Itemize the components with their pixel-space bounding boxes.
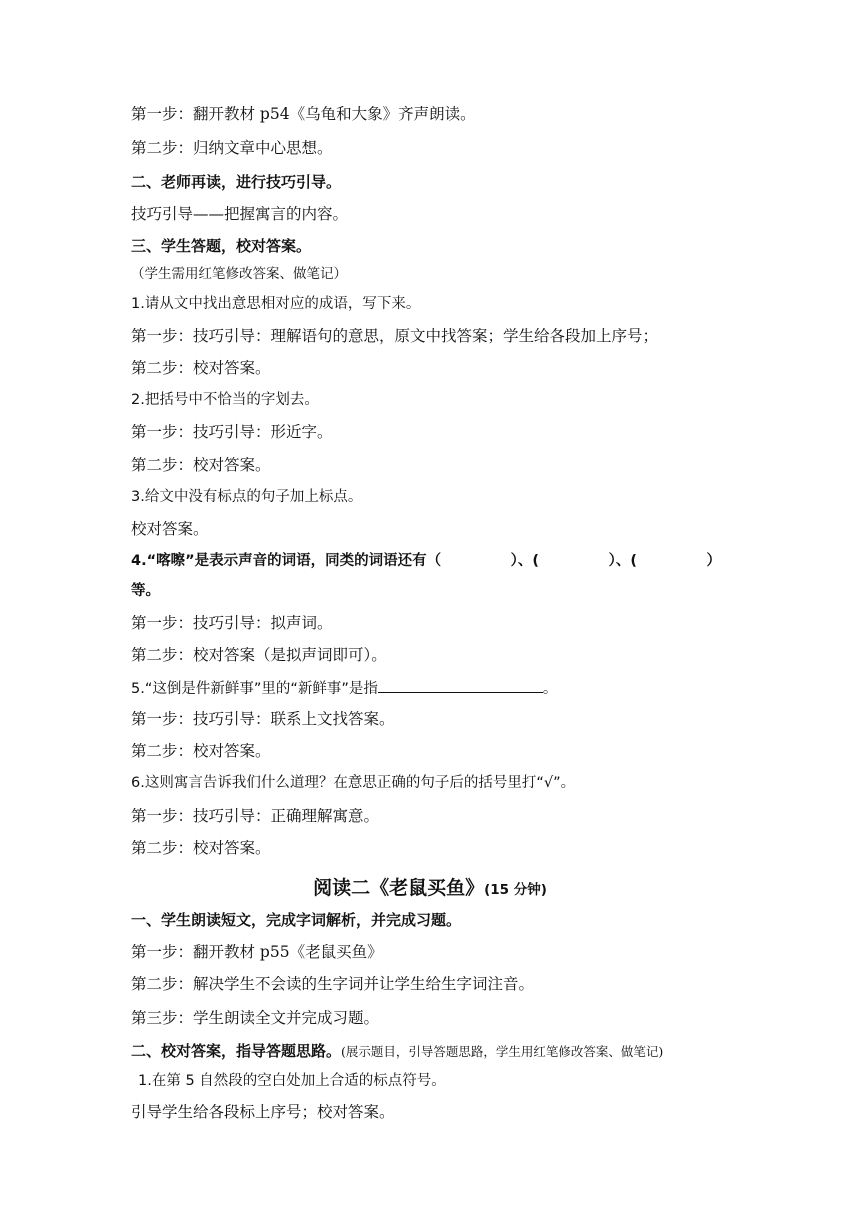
- text-line: 校对答案。: [131, 520, 209, 538]
- note-line: （学生需用红笔修改答案、做笔记）: [131, 266, 347, 282]
- step-line: 第一步：技巧引导：正确理解寓意。: [131, 807, 380, 825]
- question-4-paren: ）: [706, 553, 721, 569]
- step-line: 第一步：技巧引导：理解语句的意思，原文中找答案；学生给各段加上序号；: [131, 327, 659, 345]
- question-line: 1.请从文中找出意思相对应的成语，写下来。: [131, 296, 421, 312]
- question-5-end: 。: [542, 681, 558, 697]
- question-line: 1.在第 5 自然段的空白处加上合适的标点符号。: [138, 1073, 446, 1089]
- question-line: 2.把括号中不恰当的字划去。: [131, 392, 319, 408]
- section-heading: 一、学生朗读短文，完成字词解析，并完成习题。: [131, 911, 462, 929]
- text-line: 引导学生给各段标上序号；校对答案。: [131, 1103, 395, 1121]
- step-line: 第一步：翻开教材 p54《乌龟和大象》齐声朗读。: [131, 105, 476, 123]
- step-line: 第二步：校对答案。: [131, 456, 271, 474]
- step-line: 第二步：校对答案。: [131, 359, 271, 377]
- step-line: 第二步：校对答案。: [131, 839, 271, 857]
- section-title-duration: (15 分钟): [484, 882, 547, 898]
- step-line: 第二步：解决学生不会读的生字词并让学生给生字词注音。: [131, 975, 535, 993]
- step-line: 第三步：学生朗读全文并完成习题。: [131, 1009, 380, 1027]
- step-line: 第一步：翻开教材 p55《老鼠买鱼》: [131, 943, 383, 961]
- section-title-main: 阅读二《老鼠买鱼》: [313, 877, 485, 899]
- question-line: [131, 677, 557, 699]
- step-line: 第一步：技巧引导：拟声词。: [131, 614, 333, 632]
- section-title: [0, 876, 860, 902]
- text-line: 技巧引导——把握寓言的内容。: [131, 205, 349, 223]
- question-4-tail: 等。: [131, 583, 160, 599]
- question-4: [131, 546, 721, 606]
- step-line: 第一步：技巧引导：形近字。: [131, 423, 333, 441]
- step-line: 第一步：技巧引导：联系上文找答案。: [131, 710, 395, 728]
- step-line: 第二步：校对答案。: [131, 742, 271, 760]
- section-heading: 三、学生答题，校对答案。: [131, 237, 312, 255]
- section-heading: 二、老师再读，进行技巧引导。: [131, 173, 342, 191]
- section-heading-note: (展示题目，引导答题思路，学生用红笔修改答案、做笔记): [341, 1044, 664, 1059]
- section-heading: [131, 1041, 663, 1062]
- question-line: 6.这则寓言告诉我们什么道理？在意思正确的句子后的括号里打“√”。: [131, 775, 576, 791]
- question-5-text: 5.“这倒是件新鲜事”里的“新鲜事”是指: [131, 681, 378, 697]
- section-heading-text: 二、校对答案，指导答题思路。: [131, 1042, 342, 1060]
- step-line: 第二步：归纳文章中心思想。: [131, 139, 333, 157]
- question-4-text: 4.“喀嚓”是表示声音的词语，同类的词语还有（: [131, 553, 442, 569]
- answer-blank: [378, 677, 543, 693]
- question-4-paren: ）、(: [608, 553, 637, 569]
- question-4-paren: ）、(: [510, 553, 540, 569]
- step-line: 第二步：校对答案（是拟声词即可）。: [131, 646, 387, 664]
- question-line: 3.给文中没有标点的句子加上标点。: [131, 489, 363, 505]
